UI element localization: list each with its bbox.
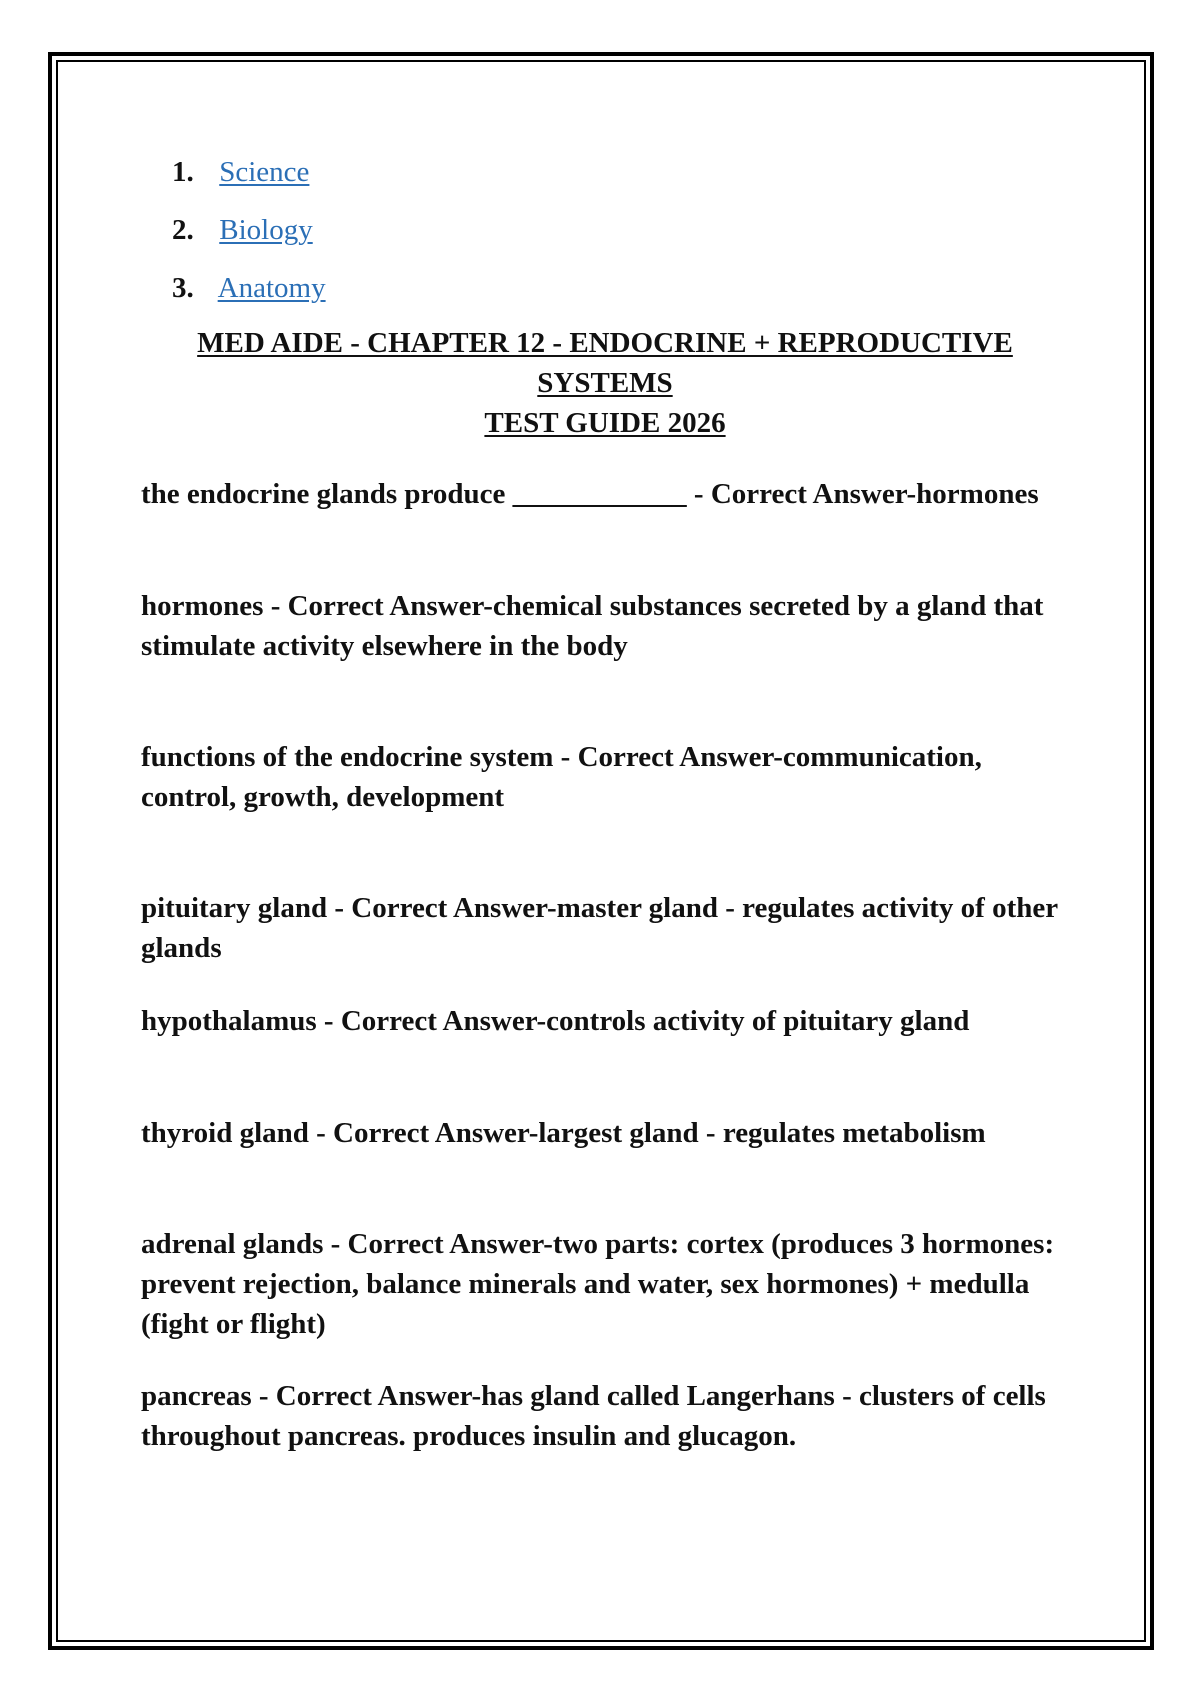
- breadcrumb-link-biology[interactable]: Biology: [219, 214, 313, 246]
- breadcrumb-number: 2.: [172, 214, 194, 246]
- breadcrumb-link-anatomy[interactable]: Anatomy: [217, 272, 326, 304]
- breadcrumb-item-biology: [172, 210, 326, 268]
- qa-item: functions of the endocrine system - Correct Answer-communication, control, growth, development: [141, 741, 982, 813]
- breadcrumb-number: 1.: [172, 156, 194, 188]
- breadcrumb-item-science: [172, 152, 326, 210]
- qa-item: thyroid gland - Correct Answer-largest gland - regulates metabolism: [141, 1117, 986, 1149]
- breadcrumb: [172, 152, 326, 326]
- qa-item: adrenal glands - Correct Answer-two parts: cortex (produces 3 hormones: prevent rejection, balance minerals and water, sex hormones) + medulla (fight or flight): [141, 1228, 1055, 1340]
- document-title-line-1: MED AIDE - CHAPTER 12 - ENDOCRINE + REPRODUCTIVE SYSTEMS: [197, 327, 1013, 399]
- qa-item: pancreas - Correct Answer-has gland called Langerhans - clusters of cells throughout pancreas. produces insulin and glucagon.: [141, 1380, 1046, 1452]
- breadcrumb-link-science[interactable]: Science: [219, 156, 310, 188]
- qa-item: pituitary gland - Correct Answer-master gland - regulates activity of other glands: [141, 892, 1058, 964]
- qa-item: the endocrine glands produce ____________ - Correct Answer-hormones: [141, 478, 1039, 510]
- document-title-line-2: TEST GUIDE 2026: [484, 407, 726, 439]
- document-title: [140, 323, 1070, 443]
- qa-item: hormones - Correct Answer-chemical substances secreted by a gland that stimulate activity elsewhere in the body: [141, 590, 1044, 662]
- breadcrumb-number: 3.: [172, 272, 194, 304]
- qa-item: hypothalamus - Correct Answer-controls activity of pituitary gland: [141, 1005, 970, 1037]
- breadcrumb-item-anatomy: [172, 268, 326, 326]
